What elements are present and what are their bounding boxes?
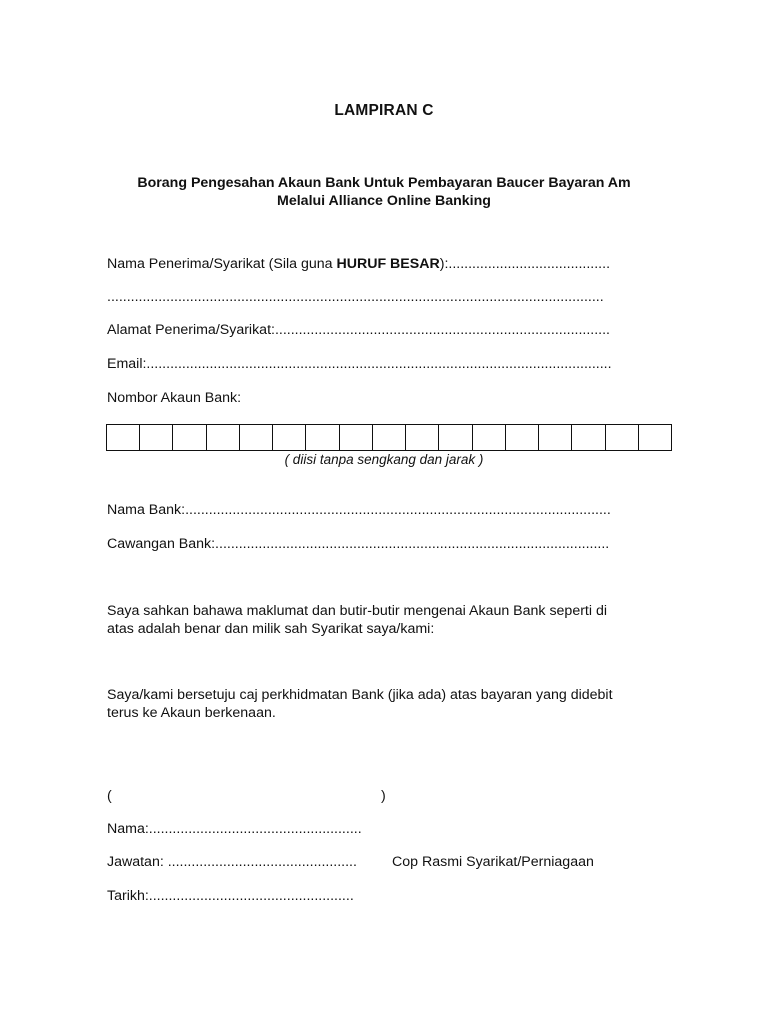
declaration-sahkan-line-1: Saya sahkan bahawa maklumat dan butir-butir mengenai Akaun Bank seperti di <box>107 603 608 619</box>
nama-penerima-continuation-field[interactable]: .............................................................................................................................. <box>107 289 604 305</box>
signature-close-paren: ) <box>381 788 386 804</box>
nama-bank-field[interactable]: Nama Bank:............................................................................................................ <box>107 502 611 518</box>
account-digit-box[interactable] <box>173 425 206 450</box>
account-digit-box[interactable] <box>439 425 472 450</box>
account-digit-box[interactable] <box>340 425 373 450</box>
huruf-besar-emphasis: HURUF BESAR <box>336 256 440 272</box>
account-digit-box[interactable] <box>140 425 173 450</box>
email-field[interactable]: Email:...................................................................................................................... <box>107 356 612 372</box>
account-digit-box[interactable] <box>306 425 339 450</box>
account-digit-box[interactable] <box>107 425 140 450</box>
jawatan-field[interactable]: Jawatan: ................................................ <box>107 854 357 870</box>
account-digit-box[interactable] <box>639 425 671 450</box>
tarikh-field[interactable]: Tarikh:.................................................... <box>107 888 354 904</box>
account-digit-box[interactable] <box>373 425 406 450</box>
declaration-sahkan-line-2: atas adalah benar dan milik sah Syarikat saya/kami: <box>107 621 435 637</box>
declaration-setuju-line-1: Saya/kami bersetuju caj perkhidmatan Bank (jika ada) atas bayaran yang didebit <box>107 687 613 703</box>
nama-penerima-field[interactable] <box>107 256 610 272</box>
nama-penerima-dots: ):......................................... <box>439 256 611 272</box>
account-digit-box[interactable] <box>207 425 240 450</box>
form-subtitle <box>0 174 768 210</box>
cop-rasmi-label: Cop Rasmi Syarikat/Perniagaan <box>392 854 594 870</box>
page-title: LAMPIRAN C <box>334 102 434 119</box>
account-digit-box[interactable] <box>273 425 306 450</box>
declaration-sahkan <box>107 602 607 638</box>
account-digit-box[interactable] <box>539 425 572 450</box>
account-digit-box[interactable] <box>406 425 439 450</box>
subtitle-line-1: Borang Pengesahan Akaun Bank Untuk Pembayaran Baucer Bayaran Am <box>137 175 631 191</box>
account-number-boxes[interactable] <box>106 424 672 451</box>
declaration-setuju-line-2: terus ke Akaun berkenaan. <box>107 705 276 721</box>
subtitle-line-2: Melalui Alliance Online Banking <box>277 193 491 209</box>
account-digit-box[interactable] <box>606 425 639 450</box>
account-hint: ( diisi tanpa sengkang dan jarak ) <box>284 452 484 467</box>
alamat-penerima-field[interactable]: Alamat Penerima/Syarikat:..................................................................................... <box>107 322 610 338</box>
nombor-akaun-label: Nombor Akaun Bank: <box>107 390 242 406</box>
declaration-setuju <box>107 686 613 722</box>
account-digit-box[interactable] <box>473 425 506 450</box>
signature-open-paren: ( <box>107 788 112 804</box>
cawangan-bank-field[interactable]: Cawangan Bank:.................................................................................................... <box>107 536 610 552</box>
account-digit-box[interactable] <box>506 425 539 450</box>
account-digit-box[interactable] <box>572 425 605 450</box>
account-digit-box[interactable] <box>240 425 273 450</box>
nama-penerima-label: Nama Penerima/Syarikat (Sila guna <box>107 256 337 272</box>
nama-signatory-field[interactable]: Nama:...................................................... <box>107 821 362 837</box>
